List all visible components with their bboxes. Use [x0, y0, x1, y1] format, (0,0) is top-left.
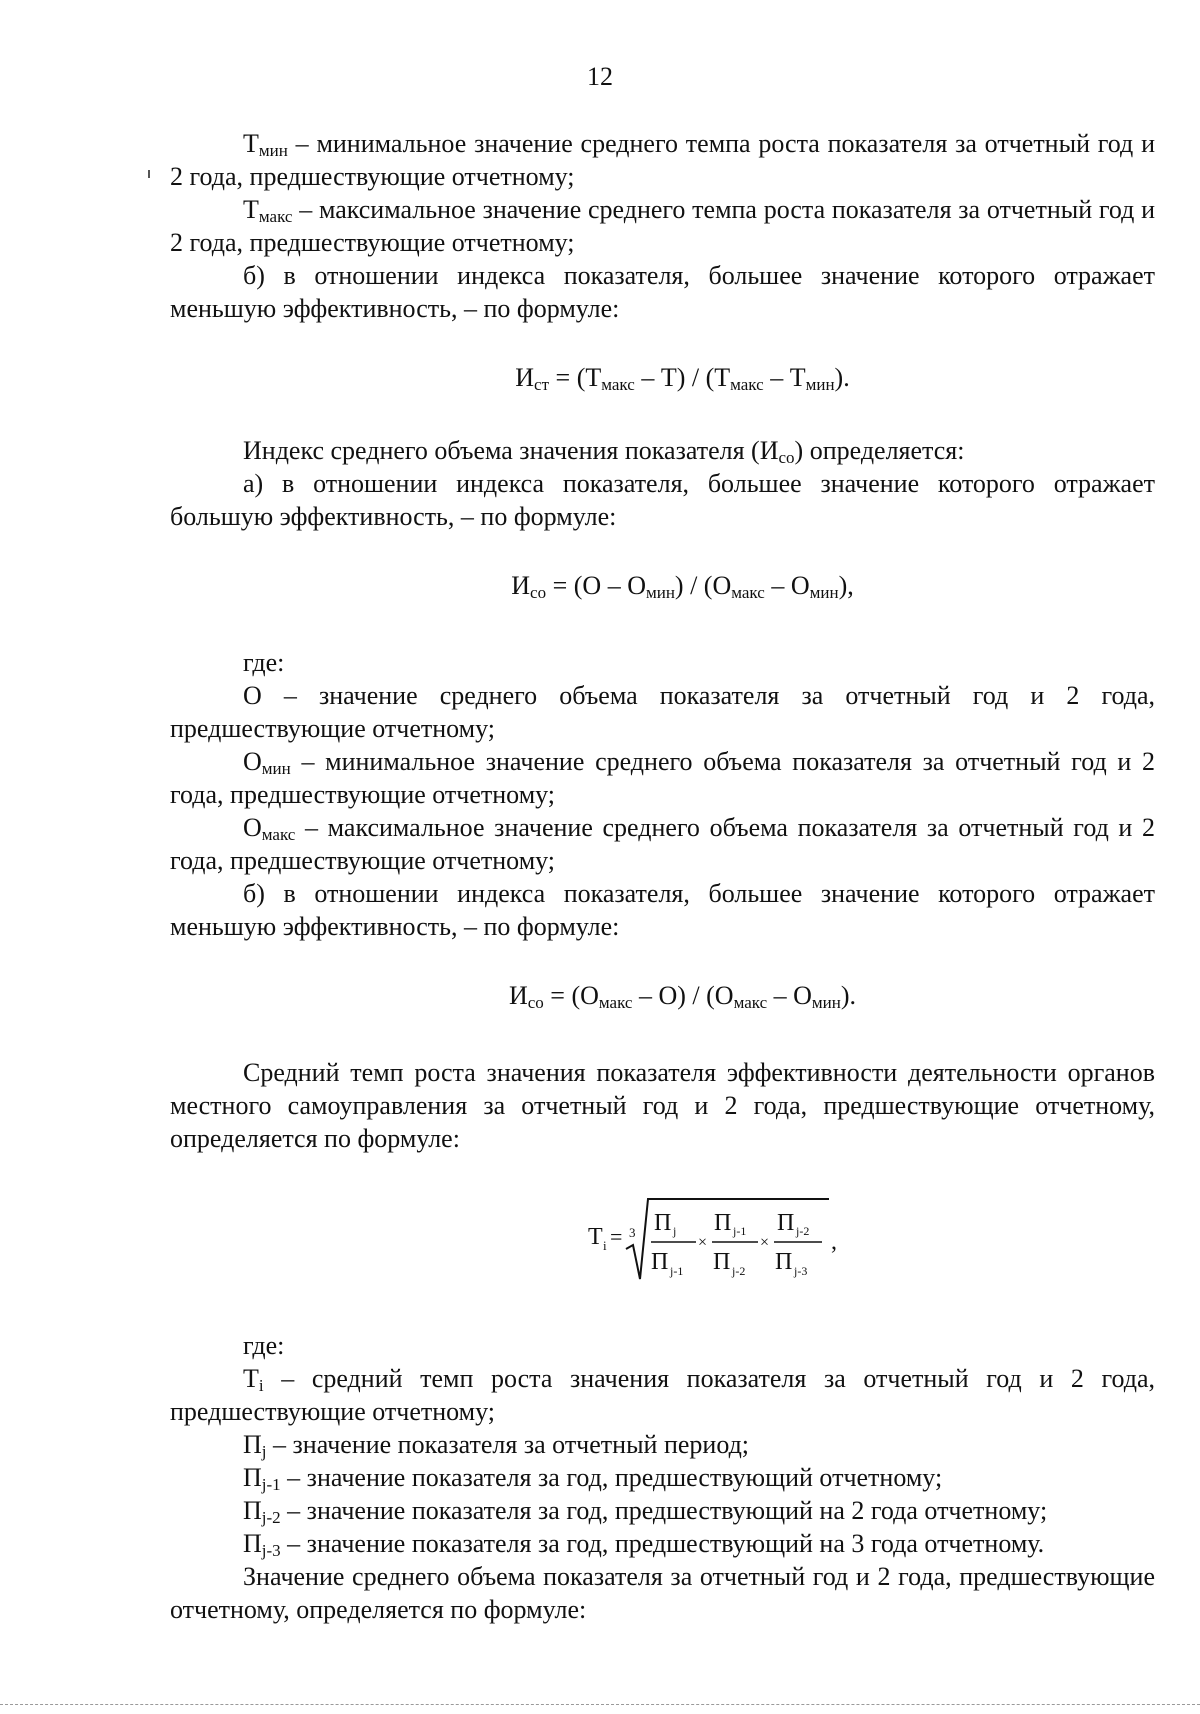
fraction1-denominator-sub: j-1: [669, 1264, 683, 1278]
paragraph-average-volume-intro: Значение среднего объема показателя за отчетный год и 2 года, предшествующие отчетному, определяется по формуле:: [170, 1562, 1155, 1624]
fraction1-denominator: П: [650, 1249, 668, 1275]
scan-edge-line: [0, 1704, 1200, 1705]
times-sign-1: ×: [697, 1234, 707, 1251]
fraction2-denominator: П: [712, 1249, 730, 1275]
paragraph-case-b-rate: б) в отношении индекса показателя, большее значение которого отражает меньшую эффективность, – по формуле:: [170, 261, 1155, 323]
fraction1-numerator-sub: j: [672, 1224, 676, 1238]
definition-pj2: $П_{j-2}$ – значение показателя за год, предшествующий на 2 года отчетному;: [243, 1496, 1048, 1527]
formula-average-rate: [170, 1193, 1155, 1285]
definition-tmin: $Т_{мин}$ – минимальное значение среднего темпа роста показателя за отчетный год и 2 года, предшествующие отчетному;: [170, 129, 1155, 191]
definition-o: О – значение среднего объема показателя за отчетный год и 2 года, предшествующие отчетному;: [170, 681, 1155, 743]
paragraph-average-rate-intro: Средний темп роста значения показателя эффективности деятельности органов местного самоуправления за отчетный год и 2 года, предшествующие отчетному, определяется по формуле:: [170, 1058, 1155, 1153]
fraction3-denominator-sub: j-3: [793, 1264, 807, 1278]
where-label-2: где:: [243, 1331, 285, 1360]
fraction2-numerator: П: [713, 1210, 731, 1236]
fraction2-numerator-sub: j-1: [732, 1224, 746, 1238]
fraction3-numerator: П: [776, 1210, 794, 1236]
document-body: [170, 127, 1155, 1626]
where-label-1: где:: [243, 648, 285, 677]
definition-pj: $П_j$ – значение показателя за отчетный период;: [243, 1430, 750, 1461]
paragraph-case-b-volume: б) в отношении индекса показателя, большее значение которого отражает меньшую эффективность, – по формуле:: [170, 879, 1155, 941]
definition-ti: $Т_i$ – средний темп роста значения показателя за отчетный год и 2 года, предшествующие отчетному;: [170, 1364, 1155, 1426]
definition-tmax: $Т_{макс}$ – максимальное значение среднего темпа роста показателя за отчетный год и 2 года, предшествующие отчетному;: [170, 195, 1155, 257]
definition-pj1: $П_{j-1}$ – значение показателя за год, предшествующий отчетному;: [243, 1463, 943, 1494]
formula-rate-index: $И_{ст} = (Т_{макс} - Т) / (Т_{макс} - Т_{мин})$.: [515, 363, 850, 394]
formula-ti-comma: ,: [830, 1229, 837, 1255]
definition-pj3: $П_{j-3}$ – значение показателя за год, предшествующий на 3 года отчетному.: [243, 1529, 1045, 1560]
fraction1-numerator: П: [653, 1210, 671, 1236]
fraction3-denominator: П: [774, 1249, 792, 1275]
fraction3-numerator-sub: j-2: [795, 1224, 809, 1238]
formula-ti-lhs: T: [587, 1224, 603, 1250]
formula-volume-index-a: $И_{со} = (О - О_{мин}) / (О_{макс} - О_{мин})$,: [511, 571, 854, 602]
paragraph-case-a-volume: а) в отношении индекса показателя, большее значение которого отражает большую эффективность, – по формуле:: [170, 469, 1155, 531]
scan-speck: [148, 170, 150, 178]
formula-ti-root-index: 3: [628, 1225, 635, 1240]
times-sign-2: ×: [759, 1234, 769, 1251]
fraction2-denominator-sub: j-2: [731, 1264, 745, 1278]
formula-ti-equals: =: [609, 1224, 622, 1249]
definition-omin: $О_{мин}$ – минимальное значение среднего объема показателя за отчетный год и 2 года, предшествующие отчетному;: [170, 747, 1155, 809]
formula-volume-index-b: $И_{со} = (О_{макс} - О) / (О_{макс} - О_{мин})$.: [508, 981, 857, 1012]
formula-ti-lhs-sub: i: [602, 1238, 607, 1253]
definition-omax: $О_{макс}$ – максимальное значение среднего объема показателя за отчетный год и 2 года, предшествующие отчетному;: [170, 813, 1155, 875]
paragraph-volume-index-intro: Индекс среднего объема значения показателя $(И_{со})$ определяется:: [243, 436, 965, 467]
page-number: 12: [587, 62, 613, 91]
